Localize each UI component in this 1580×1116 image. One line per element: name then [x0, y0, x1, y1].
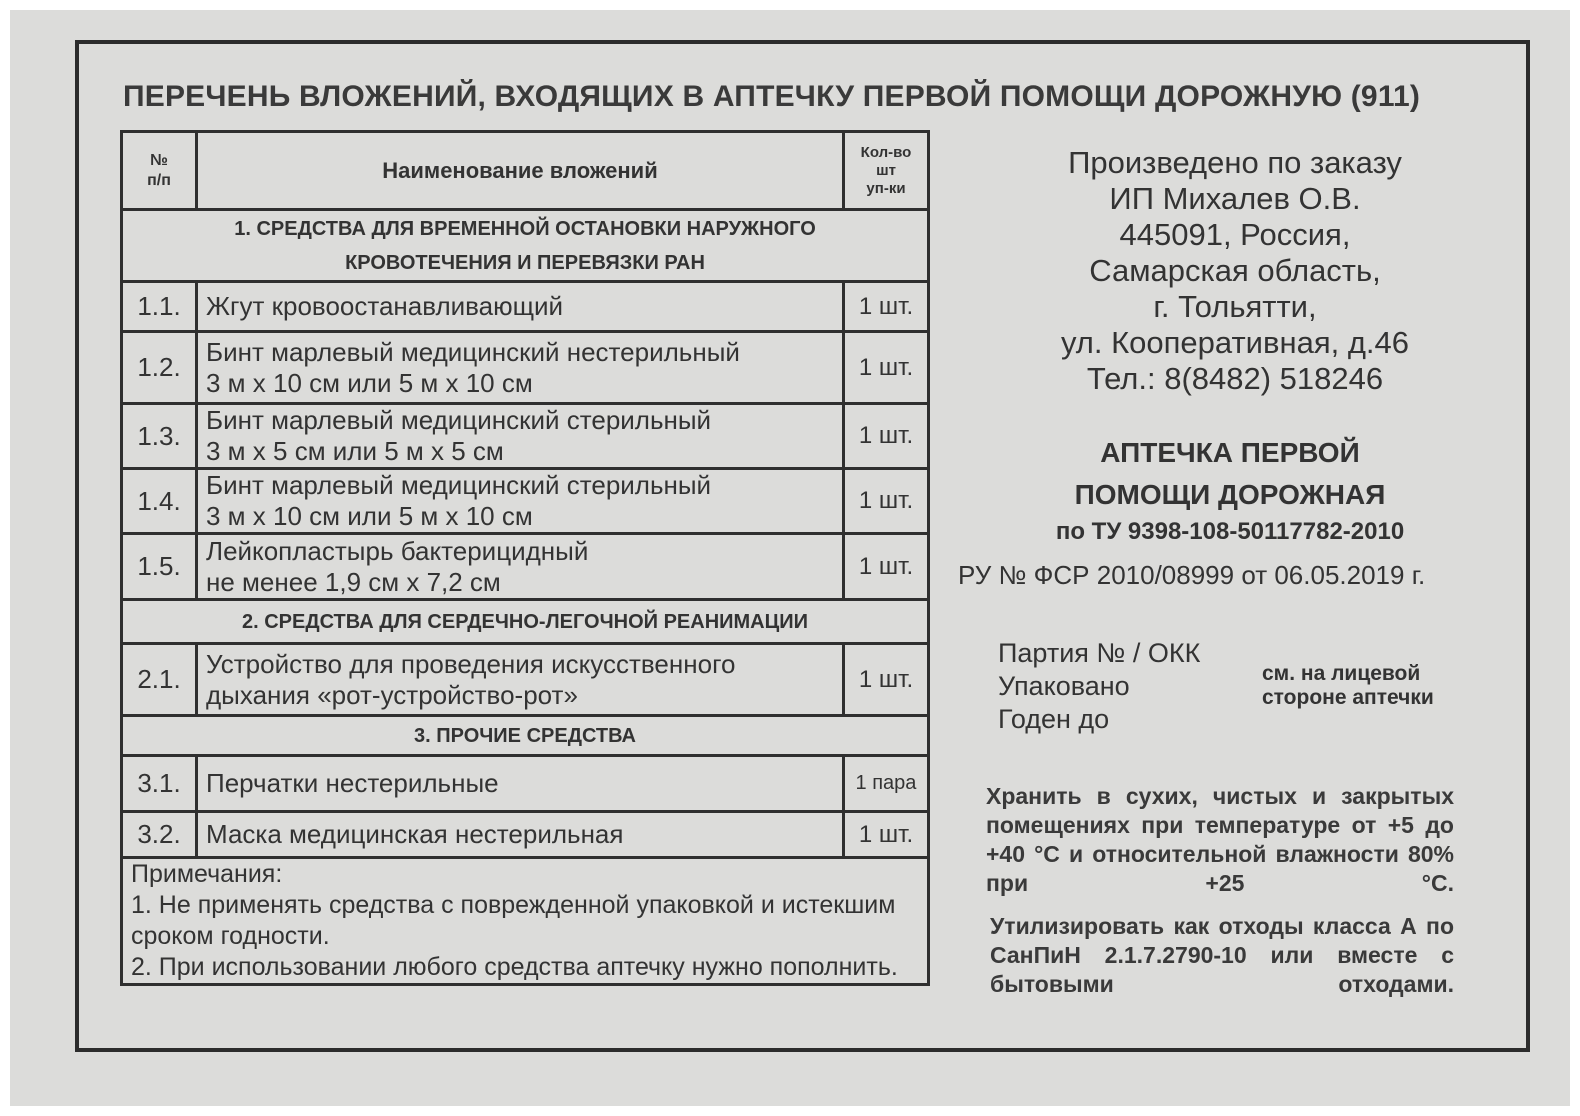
section-title-line2: КРОВОТЕЧЕНИЯ И ПЕРЕВЯЗКИ РАН	[345, 251, 705, 274]
section-title-1	[122, 210, 929, 282]
section-row	[122, 716, 929, 756]
producer-info	[1000, 145, 1470, 397]
row-number: 1.4.	[122, 469, 197, 534]
producer-line: Произведено по заказу	[1068, 145, 1402, 180]
table-row	[122, 812, 929, 858]
registration-number: РУ № ФСР 2010/08999 от 06.05.2019 г.	[958, 560, 1426, 590]
table-row	[122, 282, 929, 332]
batch-packed-label: Упаковано	[998, 671, 1130, 701]
row-number: 3.2.	[122, 812, 197, 858]
row-name-line1: Лейкопластырь бактерицидный	[206, 535, 589, 566]
row-name	[197, 534, 844, 600]
section-row	[122, 600, 929, 644]
section-title-2: 2. СРЕДСТВА ДЛЯ СЕРДЕЧНО-ЛЕГОЧНОЙ РЕАНИМАЦИИ	[122, 600, 929, 644]
row-name-line2: 3 м х 10 см или 5 м х 10 см	[206, 367, 533, 398]
header-quantity-line1: Кол-во	[860, 143, 912, 161]
notes-heading: Примечания:	[131, 860, 283, 888]
notes-row	[122, 858, 929, 985]
producer-address-line: 445091, Россия,	[1119, 217, 1351, 252]
note-1: 1. Не применять средства с поврежденной упаковкой и истекшим сроком годности.	[131, 891, 896, 950]
row-number: 3.1.	[122, 756, 197, 812]
producer-address-line: Самарская область,	[1089, 253, 1381, 288]
row-number: 1.3.	[122, 404, 197, 469]
see-front-line2: стороне аптечки	[1262, 686, 1434, 709]
row-name-line1: Бинт марлевый медицинский стерильный	[206, 470, 712, 500]
kit-title-line2: ПОМОЩИ ДОРОЖНАЯ	[1074, 479, 1386, 510]
row-name-line1: Устройство для проведения искусственного	[206, 648, 736, 679]
row-number: 2.1.	[122, 644, 197, 716]
row-name-line2: 3 м х 10 см или 5 м х 10 см	[206, 501, 533, 531]
contents-table	[120, 130, 930, 986]
row-quantity: 1 шт.	[844, 282, 929, 332]
table-row	[122, 534, 929, 600]
row-name-line2: 3 м х 5 см или 5 м х 5 см	[206, 436, 504, 466]
row-name-line2: не менее 1,9 см х 7,2 см	[206, 566, 501, 597]
see-front-note	[1262, 662, 1502, 710]
row-number: 1.5.	[122, 534, 197, 600]
producer-name: ИП Михалев О.В.	[1109, 181, 1361, 216]
row-quantity: 1 шт.	[844, 332, 929, 404]
document-title: ПЕРЕЧЕНЬ ВЛОЖЕНИЙ, ВХОДЯЩИХ В АПТЕЧКУ ПЕРВОЙ ПОМОЩИ ДОРОЖНУЮ (911)	[123, 80, 1421, 113]
row-quantity: 1 шт.	[844, 469, 929, 534]
producer-address-line: ул. Кооперативная, д.46	[1060, 325, 1410, 360]
tu-spec: по ТУ 9398-108-50117782-2010	[1055, 518, 1405, 545]
header-number-line1: №	[150, 151, 168, 169]
table-header-row	[122, 132, 929, 210]
batch-info	[998, 637, 1278, 736]
batch-party-label: Партия № / ОКК	[998, 638, 1201, 668]
see-front-line1: см. на лицевой	[1262, 662, 1421, 685]
kit-title	[1000, 432, 1460, 516]
row-name: Перчатки нестерильные	[197, 756, 844, 812]
notes-cell	[122, 858, 929, 985]
section-title-line1: 1. СРЕДСТВА ДЛЯ ВРЕМЕННОЙ ОСТАНОВКИ НАРУЖНОГО	[234, 217, 816, 240]
header-number-line2: п/п	[147, 171, 171, 189]
row-name-line2: дыхания «рот-устройство-рот»	[206, 679, 578, 710]
row-name	[197, 404, 844, 469]
row-name	[197, 332, 844, 404]
header-quantity-line3: уп-ки	[866, 179, 906, 197]
section-row	[122, 210, 929, 282]
disposal-instructions: Утилизировать как отходы класса А по СанПиН 2.1.7.2790-10 или вместе с бытовыми отходами.	[990, 913, 1454, 997]
row-name-line1: Бинт марлевый медицинский стерильный	[206, 405, 712, 435]
table-row	[122, 644, 929, 716]
row-quantity: 1 шт.	[844, 644, 929, 716]
row-name	[197, 469, 844, 534]
note-2: 2. При использовании любого средства аптечку нужно пополнить.	[131, 953, 898, 981]
header-quantity-line2: шт	[876, 161, 896, 179]
section-title-3: 3. ПРОЧИЕ СРЕДСТВА	[122, 716, 929, 756]
producer-phone: Тел.: 8(8482) 518246	[1086, 361, 1384, 396]
table-row	[122, 469, 929, 534]
header-quantity	[844, 132, 929, 210]
row-name	[197, 644, 844, 716]
storage-conditions: Хранить в сухих, чистых и закрытых помещениях при температуре от +5 до +40 °С и относительной влажности 80% при +25 °С.	[986, 783, 1454, 896]
row-name: Жгут кровоостанавливающий	[197, 282, 844, 332]
producer-address-line: г. Тольятти,	[1153, 289, 1317, 324]
row-quantity: 1 шт.	[844, 404, 929, 469]
row-name-line1: Бинт марлевый медицинский нестерильный	[206, 336, 740, 367]
header-name: Наименование вложений	[197, 132, 844, 210]
table-row	[122, 756, 929, 812]
table-row	[122, 332, 929, 404]
row-name: Маска медицинская нестерильная	[197, 812, 844, 858]
header-number	[122, 132, 197, 210]
kit-title-line1: АПТЕЧКА ПЕРВОЙ	[1100, 437, 1360, 468]
row-quantity: 1 пара	[844, 756, 929, 812]
table-row	[122, 404, 929, 469]
batch-valid-label: Годен до	[998, 704, 1110, 734]
row-number: 1.2.	[122, 332, 197, 404]
row-number: 1.1.	[122, 282, 197, 332]
row-quantity: 1 шт.	[844, 812, 929, 858]
row-quantity: 1 шт.	[844, 534, 929, 600]
